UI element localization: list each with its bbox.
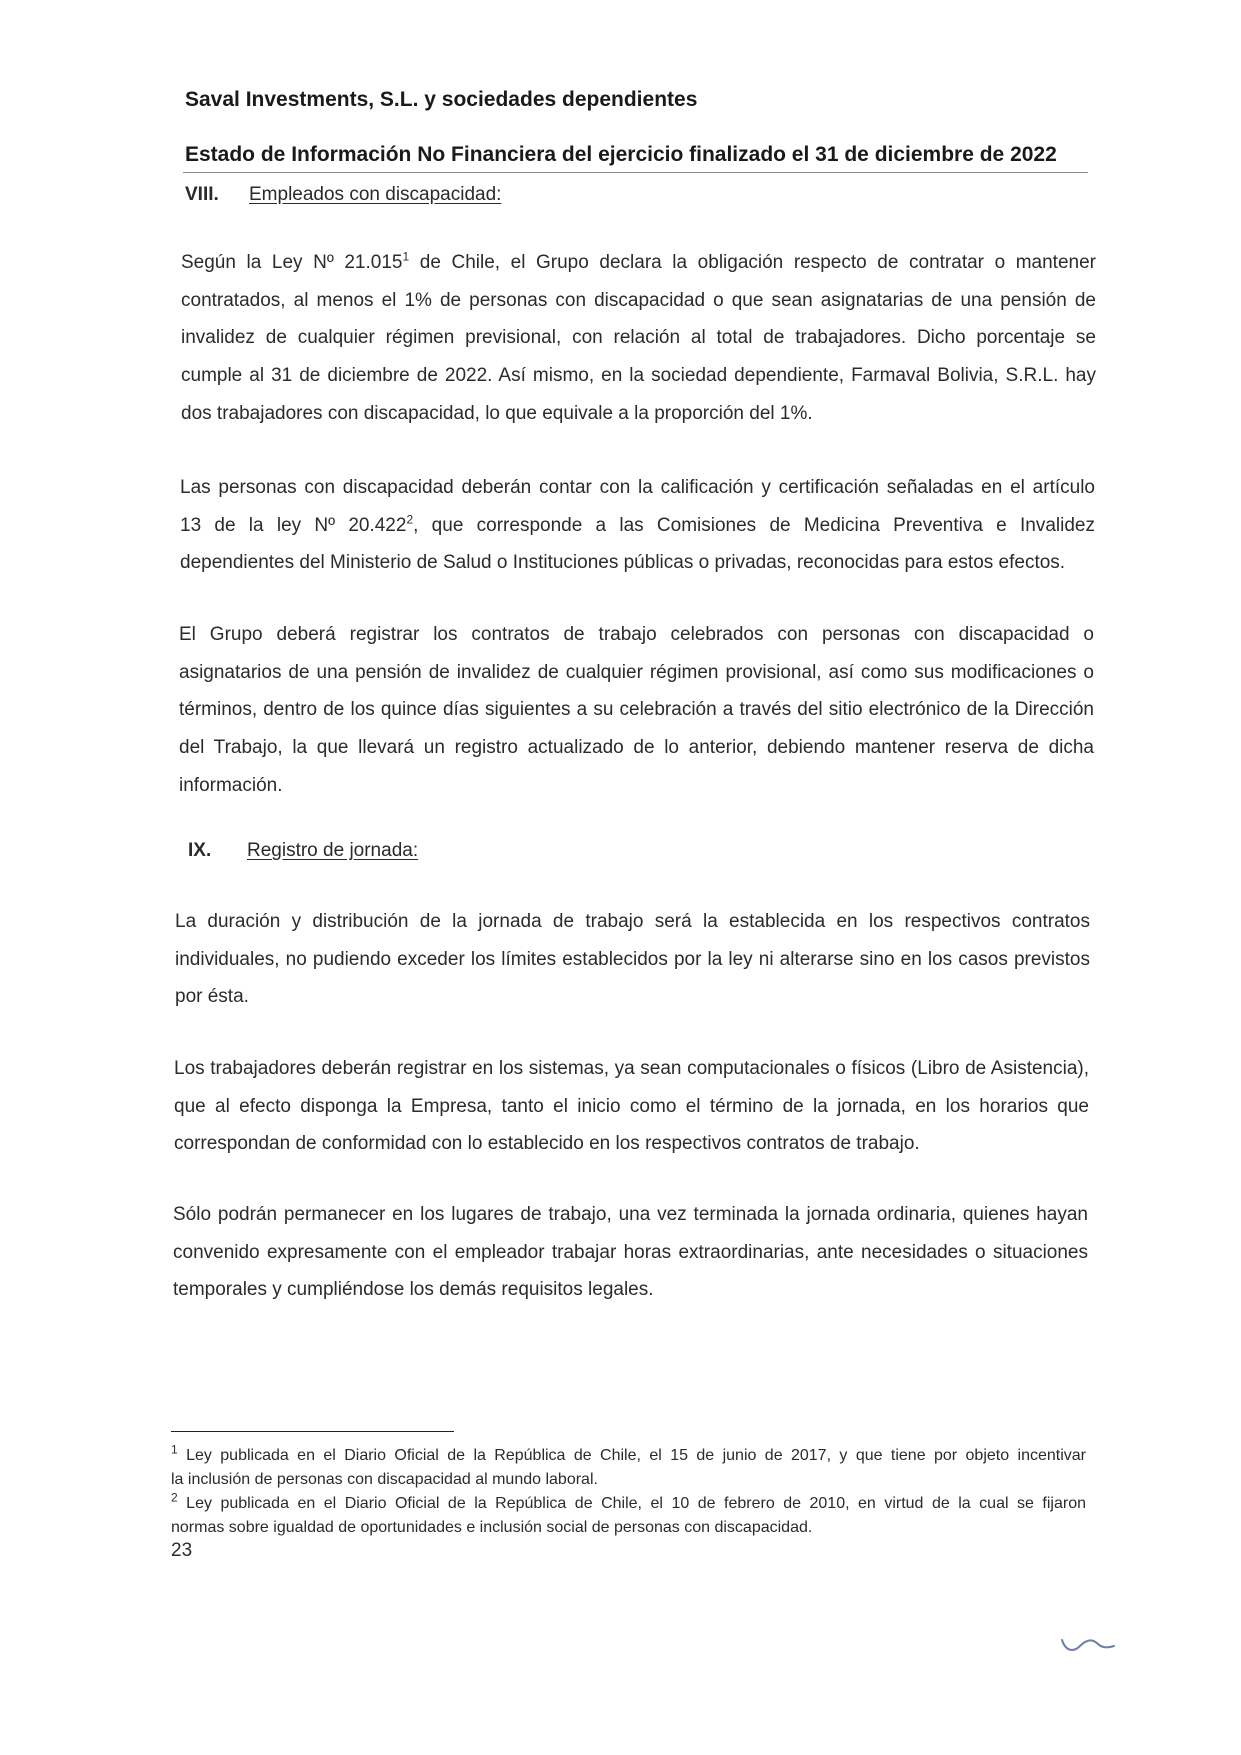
report-title: Estado de Información No Financiera del ejercicio finalizado el 31 de diciembre de 2022 xyxy=(185,143,1057,166)
section-8-paragraph-1: Según la Ley Nº 21.015$^1$ de Chile, el Grupo declara la obligación respecto de contratar o mantener contratados, al menos el 1% de personas con discapacidad o que sean asignatarias de una pensión de invalidez de cualquier régimen previsional, con relación al total de trabajadores. Dicho porcentaje se cumple al 31 de diciembre de 2022. Así mismo, en la sociedad dependiente, Farmaval Bolivia, S.R.L. hay dos trabajadores con discapacidad, lo que equivale a la proporción del 1%. xyxy=(181,249,1096,424)
footnote-2-mark: 2 xyxy=(171,1490,178,1505)
footnote-divider xyxy=(171,1431,454,1432)
section-9-paragraph-1: La duración y distribución de la jornada de trabajo será la establecida en los respectivos contratos individuales, no pudiendo exceder los límites establecidos por la ley ni alterarse sino en los casos previstos por ésta. xyxy=(175,911,1090,1008)
page-number: 23 xyxy=(171,1540,193,1561)
section-9-paragraph-2: Los trabajadores deberán registrar en los sistemas, ya sean computacionales o físicos (Libro de Asistencia), que al efecto disponga la Empresa, tanto el inicio como el término de la jornada, en los horarios que correspondan de conformidad con lo establecido en los respectivos contratos de trabajo. xyxy=(174,1058,1089,1155)
footnote-1: $^1$ Ley publicada en el Diario Oficial de la República de Chile, el 15 de junio de 2017, y que tiene por objeto incentivar la inclusión de personas con discapacidad al mundo laboral. xyxy=(171,1442,1086,1488)
section-9-paragraph-3: Sólo podrán permanecer en los lugares de trabajo, una vez terminada la jornada ordinaria, quienes hayan convenido expresamente con el empleador trabajar horas extraordinarias, ante necesidades o situaciones temporales y cumpliéndose los demás requisitos legales. xyxy=(173,1204,1088,1301)
footnote-2: $^2$ Ley publicada en el Diario Oficial de la República de Chile, el 10 de febrero de 2010, en virtud de la cual se fijaron normas sobre igualdad de oportunidades e inclusión social de personas con discapacidad. xyxy=(171,1490,1086,1536)
footnote-1-mark: 1 xyxy=(171,1442,178,1457)
section-8-paragraph-3: El Grupo deberá registrar los contratos de trabajo celebrados con personas con discapacidad o asignatarios de una pensión de invalidez de cualquier régimen provisional, así como sus modificaciones o términos, dentro de los quince días siguientes a su celebración a través del sitio electrónico de la Dirección del Trabajo, la que llevará un registro actualizado de lo anterior, debiendo mantener reserva de dicha información. xyxy=(179,624,1094,796)
section-8-number: VIII. xyxy=(185,184,219,205)
footnote-ref-1: 1 xyxy=(402,249,410,264)
section-8-paragraph-2: Las personas con discapacidad deberán contar con la calificación y certificación señaladas en el artículo 13 de la ley Nº 20.422$^2$, que corresponde a las Comisiones de Medicina Preventiva e Invalidez dependientes del Ministerio de Salud o Instituciones públicas o privadas, reconocidas para estos efectos. xyxy=(180,477,1096,574)
section-8-heading xyxy=(185,184,501,206)
footnote-ref-2: 2 xyxy=(406,512,414,527)
section-9-heading xyxy=(188,840,418,862)
section-9-number: IX. xyxy=(188,840,212,861)
section-8-title: Empleados con discapacidad: xyxy=(249,184,502,205)
signature-mark xyxy=(1058,1630,1118,1660)
company-header: Saval Investments, S.L. y sociedades dependientes xyxy=(185,88,698,111)
section-9-title: Registro de jornada: xyxy=(247,840,419,861)
header-divider xyxy=(183,172,1088,173)
